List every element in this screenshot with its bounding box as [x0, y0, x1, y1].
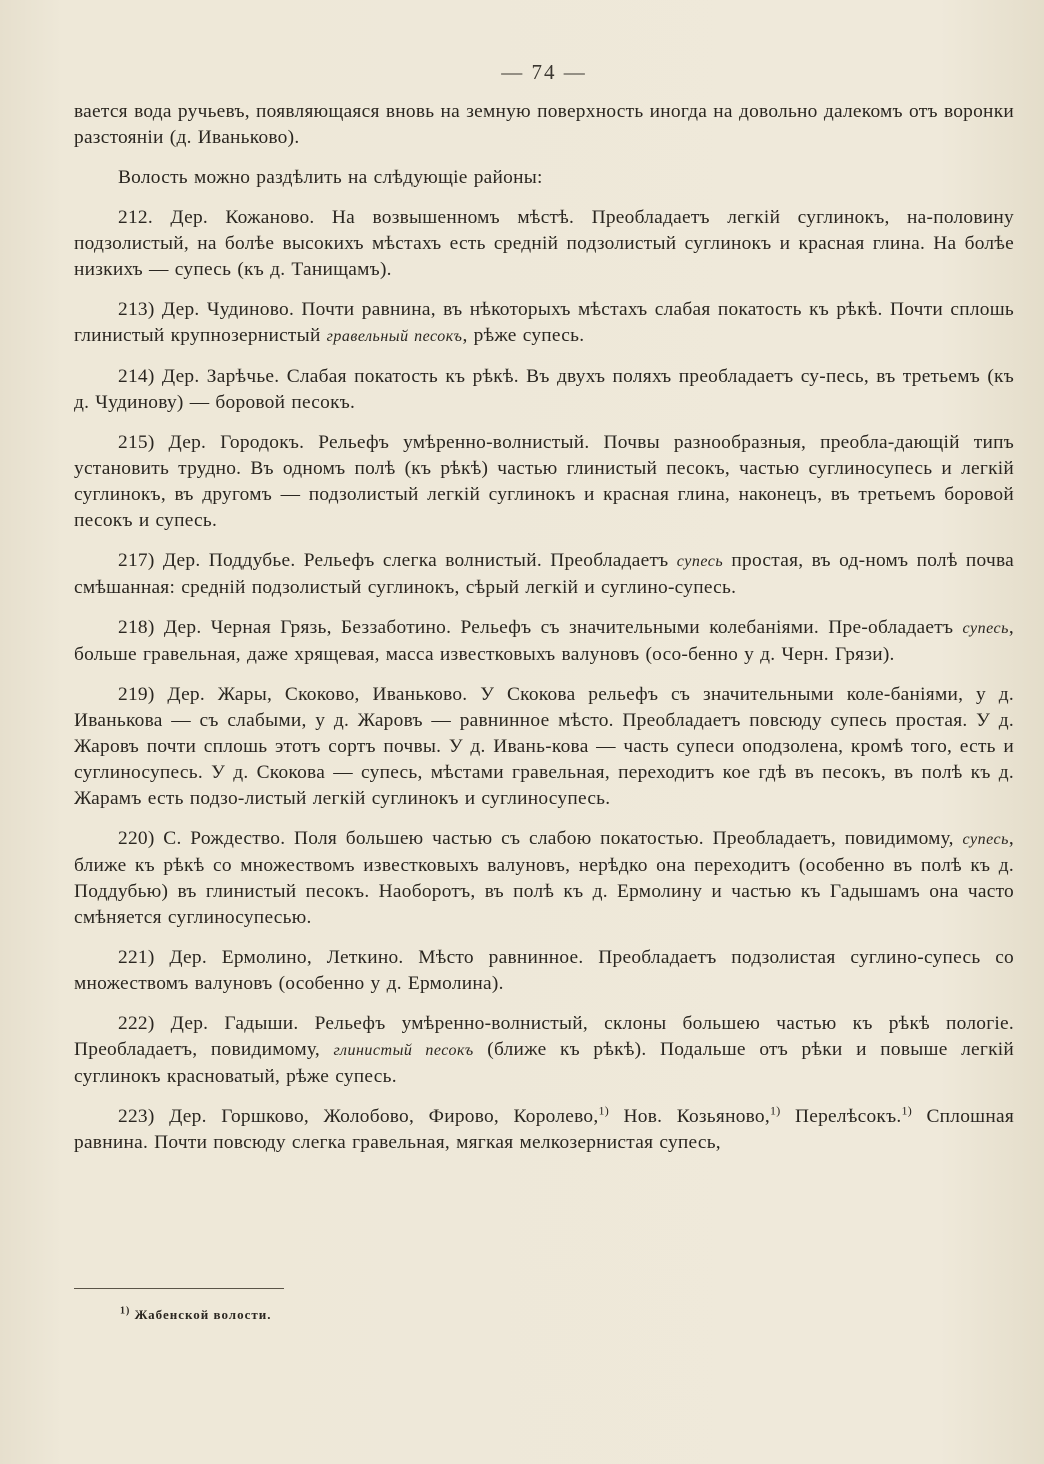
paragraph-p1 — [74, 165, 1014, 191]
text-segment: 223) Дер. Горшково, Жолобово, Фирово, Королево, — [118, 1106, 599, 1127]
body-text — [74, 99, 1014, 1156]
italic-text: гравельный песокъ — [326, 328, 463, 345]
paragraph-p219 — [74, 682, 1014, 812]
footnote-text: Жабенской волости. — [134, 1307, 272, 1322]
paragraph-p217 — [74, 548, 1014, 601]
italic-text: глинистый песокъ — [333, 1042, 474, 1059]
text-segment: (ближе къ рѣкѣ). Подальше отъ рѣки и повыше легкій суглинокъ красноватый, рѣже супесь. — [74, 1039, 1015, 1087]
text-segment: 222) Дер. Гадыши. Рельефъ умѣренно-волнистый, склоны большею частью къ рѣкѣ пологіе. Преобладаетъ, повидимому, — [74, 1013, 1014, 1060]
text-segment: Нов. Козьяново, — [608, 1106, 770, 1127]
footnote — [120, 1307, 272, 1323]
paragraph-p212 — [74, 205, 1014, 283]
paragraph-p220 — [74, 826, 1014, 931]
text-segment: 220) С. Рождество. Поля большею частью съ слабою покатостью. Преобладаетъ, повидимому, — [118, 828, 963, 849]
paragraph-p223 — [74, 1104, 1014, 1156]
paragraph-p221 — [74, 945, 1014, 997]
text-segment: , рѣже супесь. — [462, 325, 585, 346]
text-segment: 221) Дер. Ермолино, Леткино. Мѣсто равнинное. Преобладаетъ подзолистая суглино-супесь со множествомъ валуновъ (особенно у д. Ермолина). — [74, 947, 1014, 994]
text-segment: 218) Дер. Черная Грязь, Беззаботино. Рельефъ съ значительными колебаніями. Пре-обладаетъ — [118, 617, 963, 638]
paragraph-p0 — [74, 99, 1014, 151]
paragraph-p213 — [74, 297, 1014, 350]
italic-text: супесь — [962, 620, 1009, 637]
paragraph-p218 — [74, 615, 1014, 668]
text-segment: 213) Дер. Чудиново. Почти равнина, въ нѣкоторыхъ мѣстахъ слабая покатость къ рѣкѣ. Почти сплошь глинистый крупнозернистый — [74, 299, 1014, 346]
text-segment: 217) Дер. Поддубье. Рельефъ слегка волнистый. Преобладаетъ — [118, 550, 677, 571]
footnote-ref: 1) — [769, 1103, 781, 1118]
footnote-marker: 1) — [120, 1305, 131, 1317]
text-segment: 212. Дер. Кожаново. На возвышенномъ мѣстѣ. Преобладаетъ легкій суглинокъ, на-половину подзолистый, на болѣе высокихъ мѣстахъ есть средній подзолистый суглинокъ и красная глина. На болѣе низкихъ — супесь (къ д. Танищамъ). — [74, 207, 1014, 280]
text-segment: , ближе къ рѣкѣ со множествомъ известковыхъ валуновъ, нерѣдко она переходитъ (особенно въ полѣ къ д. Поддубью) въ глинистый песокъ. Наоборотъ, въ полѣ къ д. Ермолину и частью къ Гадышамъ она часто смѣняется суглиносупесью. — [74, 828, 1014, 928]
italic-text: супесь — [962, 831, 1009, 848]
footnote-divider — [74, 1288, 284, 1289]
text-segment: простая, въ од-номъ полѣ почва смѣшанная: средній подзолистый суглинокъ, сѣрый легкій и суглино-супесь. — [74, 550, 1014, 598]
paragraph-p222 — [74, 1011, 1014, 1090]
page-number: — 74 — — [501, 60, 587, 84]
italic-text: супесь — [676, 553, 724, 570]
text-segment: Перелѣсокъ. — [780, 1106, 902, 1127]
text-segment: Волость можно раздѣлить на слѣдующіе районы: — [118, 167, 543, 188]
footnote-ref: 1) — [598, 1103, 609, 1118]
footnote-ref: 1) — [901, 1103, 912, 1118]
text-segment: 215) Дер. Городокъ. Рельефъ умѣренно-волнистый. Почвы разнообразныя, преобла-дающій типъ установить трудно. Въ одномъ полѣ (къ рѣкѣ) частью глинистый песокъ, частью суглиносупесь и легкій суглинокъ, въ другомъ — подзолистый легкій суглинокъ и красная глина, наконецъ, въ третьемъ боровой песокъ и супесь. — [74, 432, 1014, 531]
paragraph-p215 — [74, 430, 1014, 534]
paragraph-p214 — [74, 364, 1014, 416]
text-segment: 219) Дер. Жары, Скоково, Иваньково. У Скокова рельефъ съ значительными коле-баніями, у д. Иванькова — съ слабыми, у д. Жаровъ — равнинное мѣсто. Преобладаетъ повсюду супесь простая. У д. Жаровъ почти сплошь этотъ сортъ почвы. У д. Ивань-кова — часть супеси оподзолена, кромѣ того, есть и суглиносупесь. У д. Скокова — супесь, мѣстами гравельная, переходитъ кое гдѣ въ песокъ, въ полѣ къ д. Жарамъ есть подзо-листый легкій суглинокъ и суглиносупесь. — [74, 684, 1014, 809]
text-segment: , больше гравельная, даже хрящевая, масса известковыхъ валуновъ (осо-бенно у д. Черн. Грязи). — [74, 617, 1014, 665]
text-segment: 214) Дер. Зарѣчье. Слабая покатость къ рѣкѣ. Въ двухъ поляхъ преобладаетъ су-песь, въ третьемъ (къ д. Чудинову) — боровой песокъ. — [74, 366, 1014, 413]
text-segment: вается вода ручьевъ, появляющаяся вновь на земную поверхность иногда на довольно далекомъ отъ воронки разстояніи (д. Иваньково). — [74, 101, 1014, 148]
text-segment: Сплошная равнина. Почти повсюду слегка гравельная, мягкая мелкозернистая супесь, — [74, 1106, 1015, 1153]
